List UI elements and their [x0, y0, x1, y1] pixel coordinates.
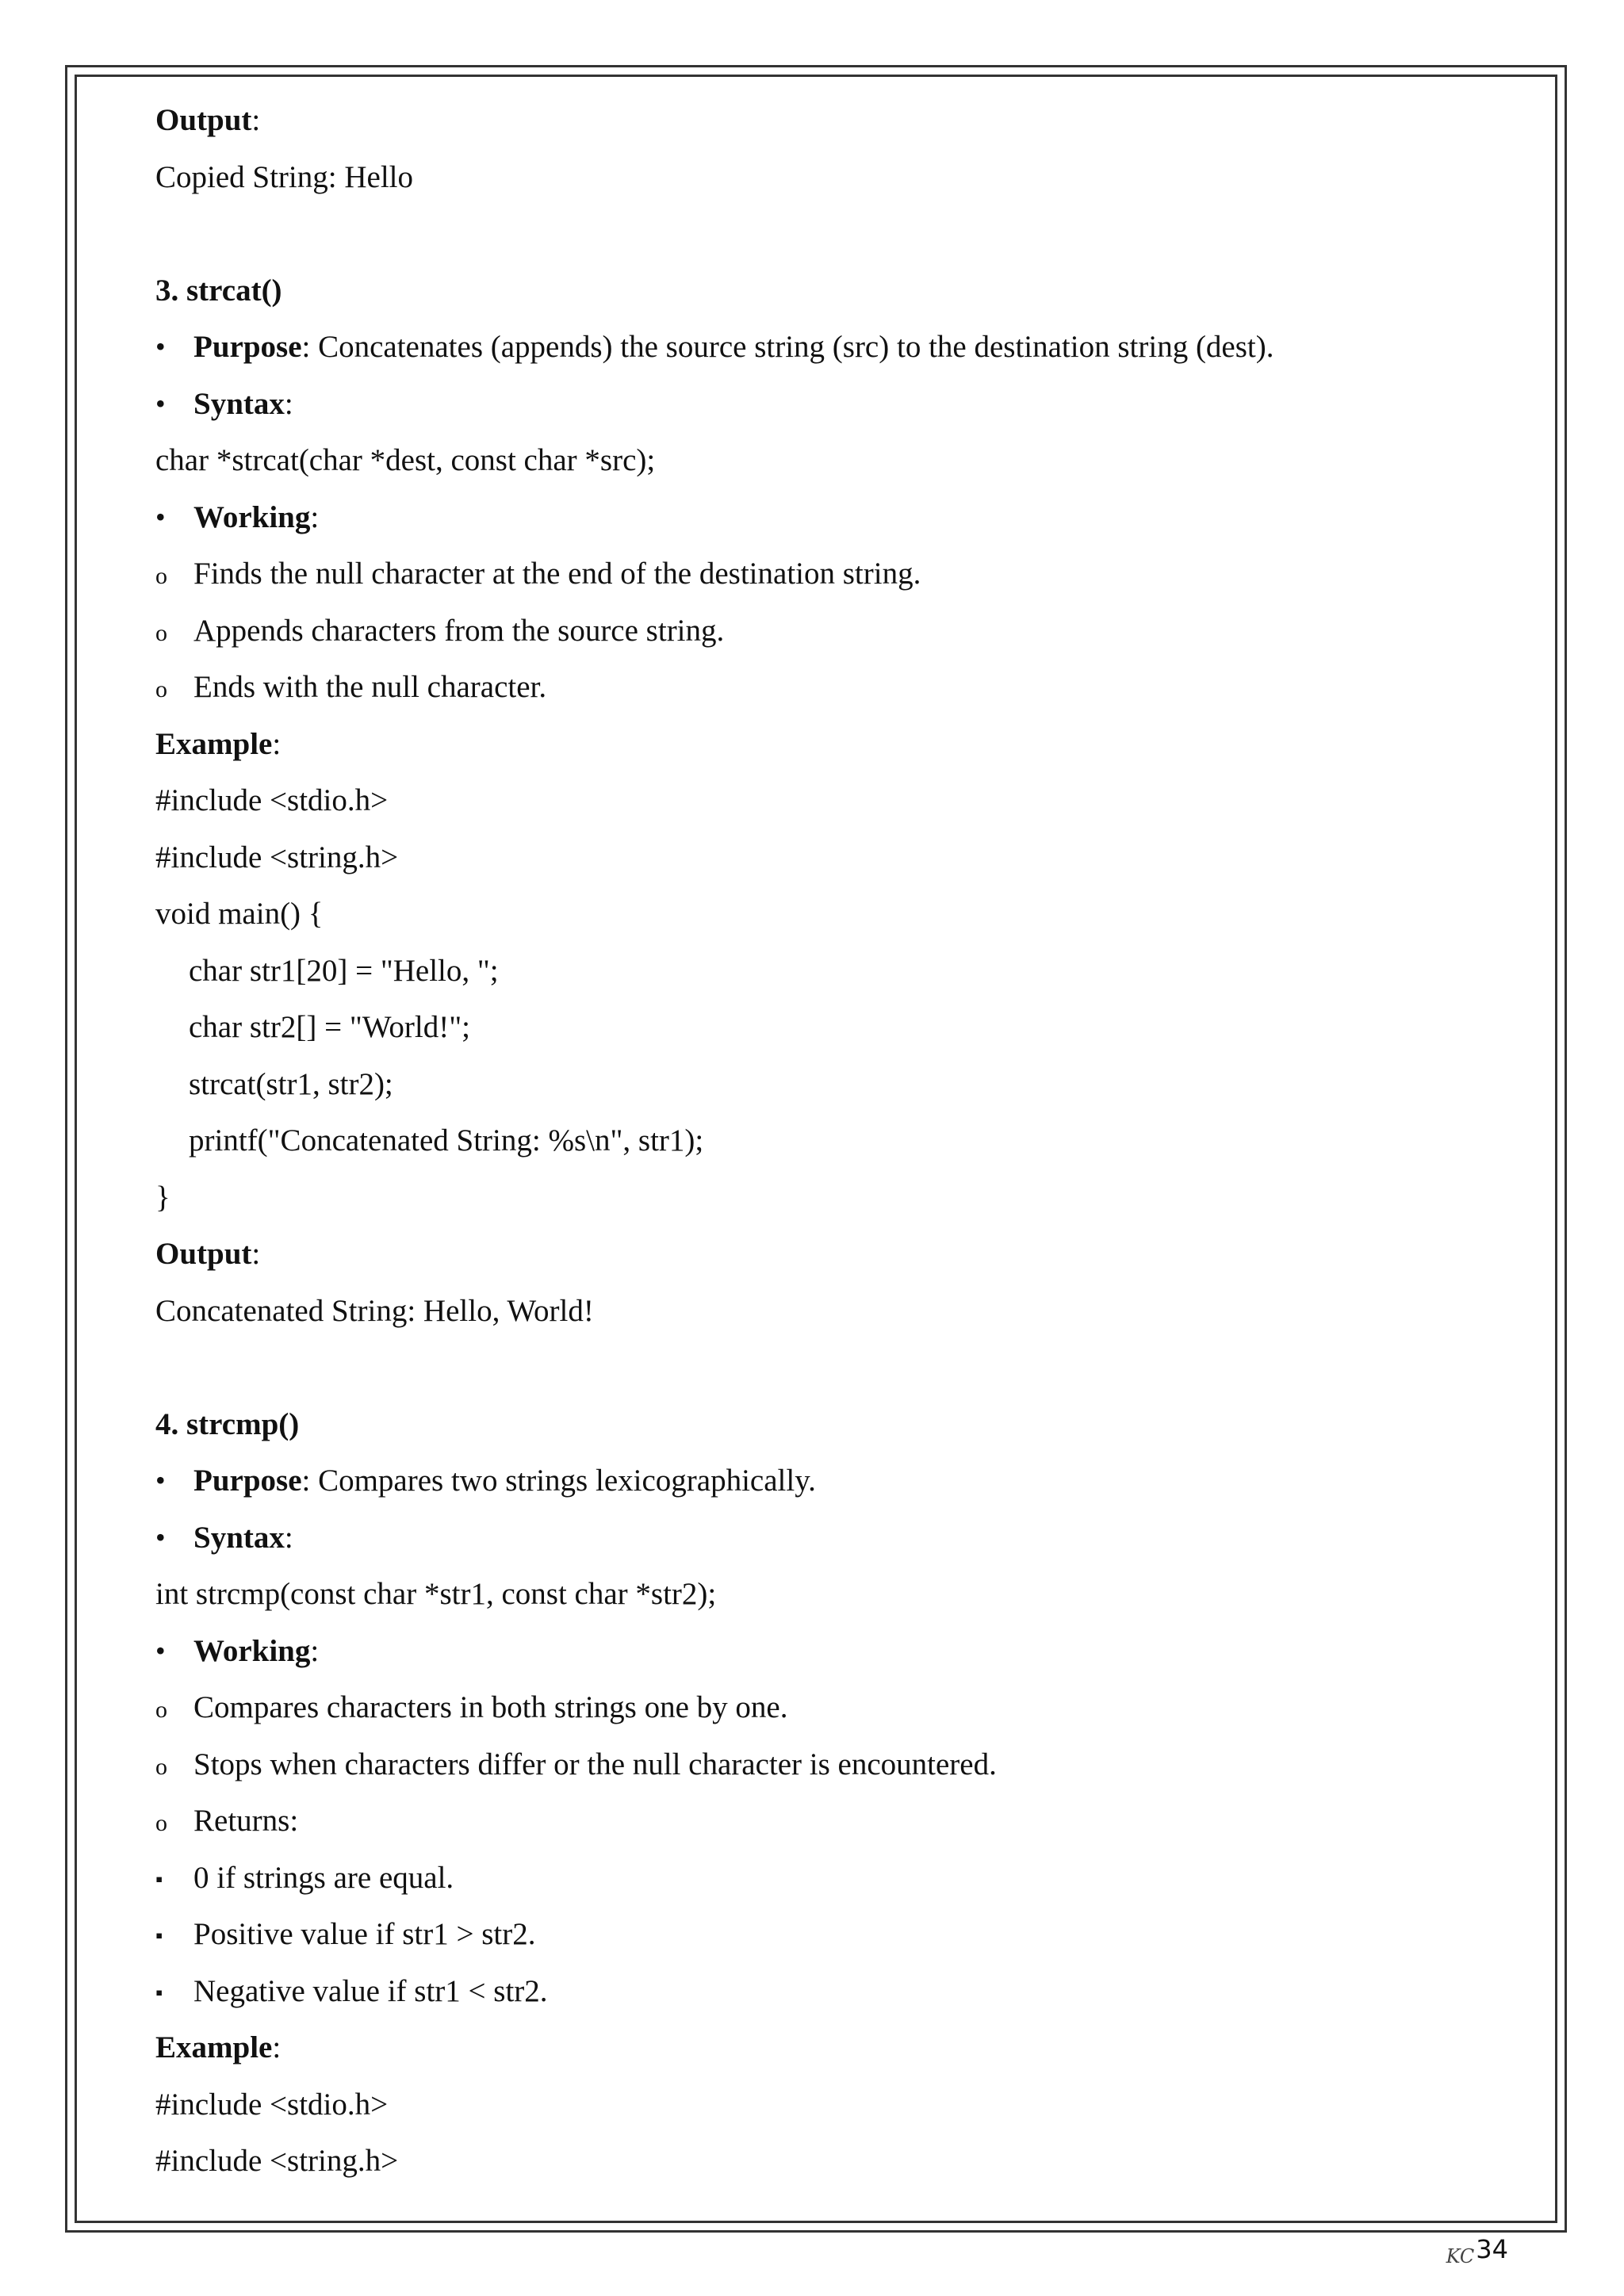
- bullet-description: :: [284, 1520, 293, 1555]
- page-footer: [1446, 2234, 1508, 2267]
- code-line: strcat(str1, str2);: [189, 1066, 393, 1101]
- bullet-text: [155, 330, 1274, 364]
- bullet-circle-icon: o: [155, 1810, 167, 1836]
- bullet-circle-icon: o: [155, 676, 167, 702]
- square-bullet-item: [155, 1963, 1496, 2020]
- label-bold: Output: [155, 103, 252, 137]
- bullet-text: Negative value if str1 < str2.: [193, 1973, 548, 2008]
- text-line: #include <stdio.h>: [155, 2087, 389, 2122]
- bullet-circle-icon: o: [155, 619, 167, 646]
- bullet-square-icon: ▪: [155, 1924, 163, 1947]
- sub-bullet-item: [155, 603, 1496, 660]
- bullet-description: :: [284, 386, 293, 421]
- bullet-disc-icon: •: [155, 500, 166, 533]
- bullet-term: Purpose: [193, 330, 302, 364]
- section-heading: 4. strcmp(): [155, 1406, 300, 1441]
- bullet-description: : Compares two strings lexicographically.: [301, 1464, 816, 1498]
- bullet-term: Syntax: [193, 386, 285, 421]
- bullet-disc-icon: •: [155, 1521, 166, 1553]
- sub-bullet-item: [155, 1679, 1496, 1736]
- square-bullet-item: [155, 1906, 1496, 1963]
- bullet-item: [155, 319, 1496, 376]
- bullet-square-icon: ▪: [155, 1867, 163, 1891]
- bullet-text: Ends with the null character.: [193, 670, 547, 704]
- code-line: char str1[20] = "Hello, ";: [189, 953, 499, 988]
- bullet-square-icon: ▪: [155, 1980, 163, 2004]
- bullet-text: 0 if strings are equal.: [193, 1860, 454, 1895]
- label-bold: Output: [155, 1237, 252, 1271]
- bullet-text: Compares characters in both strings one by one.: [193, 1690, 788, 1724]
- text-line: char *strcat(char *dest, const char *src);: [155, 443, 656, 477]
- label-bold: Example: [155, 726, 273, 761]
- label-bold: Example: [155, 2030, 273, 2064]
- bullet-text: Positive value if str1 > str2.: [193, 1917, 536, 1951]
- label-line: [155, 1226, 1496, 1283]
- bullet-description: :: [310, 499, 320, 534]
- bullet-disc-icon: •: [155, 387, 166, 419]
- blank-line: [155, 1339, 1496, 1396]
- bullet-disc-icon: •: [155, 1464, 166, 1496]
- bullet-term: Purpose: [193, 1464, 302, 1498]
- document-body: [155, 92, 1496, 2190]
- bullet-item: [155, 1452, 1496, 1510]
- bullet-term: Working: [193, 499, 311, 534]
- bullet-item: [155, 376, 1496, 433]
- blank-line: [155, 205, 1496, 262]
- bullet-description: : Concatenates (appends) the source string (src) to the destination string (dest).: [301, 330, 1274, 364]
- text-line: Concatenated String: Hello, World!: [155, 1293, 594, 1328]
- label-rest: :: [251, 1237, 261, 1271]
- sub-bullet-item: [155, 1736, 1496, 1793]
- bullet-circle-icon: o: [155, 1697, 167, 1723]
- label-rest: :: [251, 103, 261, 137]
- square-bullet-item: [155, 1850, 1496, 1907]
- code-line: char str2[] = "World!";: [189, 1010, 470, 1044]
- bullet-text: Stops when characters differ or the null character is encountered.: [193, 1747, 997, 1781]
- bullet-circle-icon: o: [155, 1753, 167, 1780]
- label-line: [155, 716, 1496, 773]
- sub-bullet-item: [155, 545, 1496, 603]
- bullet-text: Returns:: [193, 1804, 299, 1838]
- text-line: void main() {: [155, 897, 324, 931]
- label-line: [155, 92, 1496, 149]
- label-rest: :: [272, 2030, 282, 2064]
- bullet-description: :: [310, 1633, 320, 1668]
- page-number: 34: [1476, 2234, 1508, 2264]
- sub-bullet-item: [155, 659, 1496, 716]
- text-line: int strcmp(const char *str1, const char *str2);: [155, 1577, 717, 1611]
- bullet-text: Appends characters from the source string.: [193, 613, 725, 648]
- author-logo: KC: [1446, 2245, 1475, 2267]
- text-line: #include <stdio.h>: [155, 783, 389, 817]
- bullet-term: Working: [193, 1633, 311, 1668]
- sub-bullet-item: [155, 1793, 1496, 1850]
- bullet-item: [155, 1510, 1496, 1567]
- text-line: }: [155, 1180, 170, 1215]
- section-heading: 3. strcat(): [155, 273, 282, 308]
- bullet-circle-icon: o: [155, 563, 167, 589]
- bullet-term: Syntax: [193, 1520, 285, 1555]
- bullet-item: [155, 1623, 1496, 1680]
- code-line: printf("Concatenated String: %s\n", str1);: [189, 1123, 704, 1158]
- label-rest: :: [272, 726, 282, 761]
- bullet-item: [155, 489, 1496, 546]
- bullet-disc-icon: •: [155, 1634, 166, 1667]
- text-line: Copied String: Hello: [155, 159, 413, 194]
- label-line: [155, 2019, 1496, 2076]
- text-line: #include <string.h>: [155, 840, 399, 874]
- bullet-text: [155, 1464, 816, 1498]
- bullet-disc-icon: •: [155, 331, 166, 362]
- bullet-text: Finds the null character at the end of the destination string.: [193, 557, 921, 591]
- text-line: #include <string.h>: [155, 2144, 399, 2178]
